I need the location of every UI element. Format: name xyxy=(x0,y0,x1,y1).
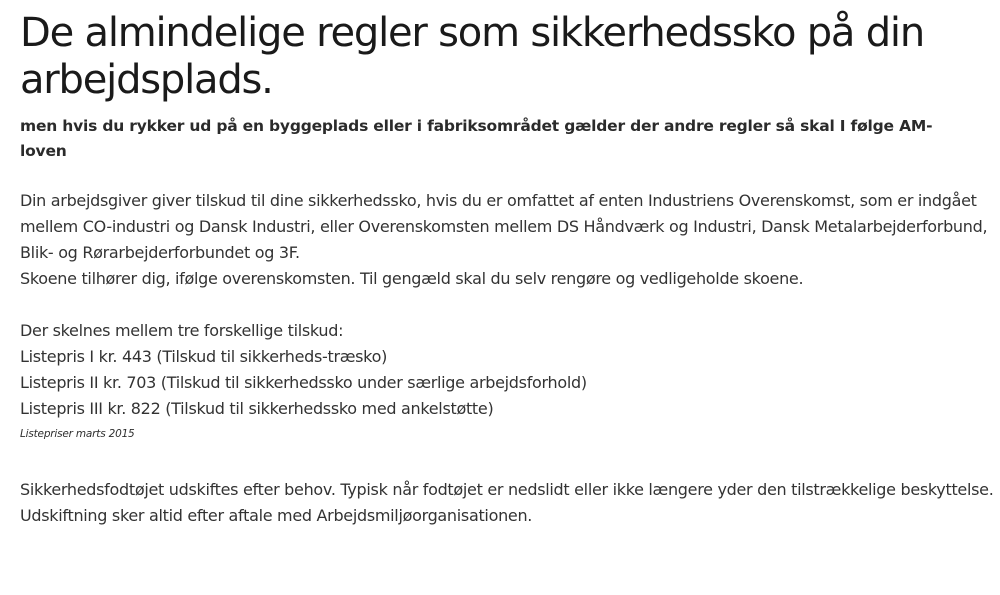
article xyxy=(20,10,995,529)
paragraph-line: Skoene tilhører dig, ifølge overenskomsten. Til gengæld skal du selv rengøre og vedligeholde skoene. xyxy=(20,269,804,288)
price-list-intro: Der skelnes mellem tre forskellige tilskud: xyxy=(20,321,344,340)
replacement-paragraph xyxy=(20,477,995,529)
price-list-item: Listepris II kr. 703 (Tilskud til sikkerhedssko under særlige arbejdsforhold) xyxy=(20,373,587,392)
price-list-note: Listepriser marts 2015 xyxy=(20,428,135,440)
paragraph-line: Sikkerhedsfodtøjet udskiftes efter behov. Typisk når fodtøjet er nedslidt eller ikke længere yder den tilstrækkelige beskyttelse. Udskiftning sker altid efter aftale med Arbejdsmiljøorganisationen. xyxy=(20,480,994,525)
paragraph-line: Din arbejdsgiver giver tilskud til dine sikkerhedssko, hvis du er omfattet af enten Industriens Overenskomst, som er indgået mellem CO-industri og Dansk Industri, eller Overenskomsten mellem DS Håndværk og Industri, Dansk Metalarbejderforbund, Blik- og Rørarbejderforbundet og 3F. xyxy=(20,191,988,262)
page-title: De almindelige regler som sikkerhedssko på din arbejdsplads. xyxy=(20,10,924,103)
subsidy-info-paragraph xyxy=(20,188,995,292)
page-subtitle: men hvis du rykker ud på en byggeplads eller i fabriksområdet gælder der andre regler så skal I følge AM-loven xyxy=(20,117,933,160)
price-list-item: Listepris III kr. 822 (Tilskud til sikkerhedssko med ankelstøtte) xyxy=(20,399,494,418)
price-list xyxy=(20,318,995,422)
price-list-item: Listepris I kr. 443 (Tilskud til sikkerheds-træsko) xyxy=(20,347,388,366)
